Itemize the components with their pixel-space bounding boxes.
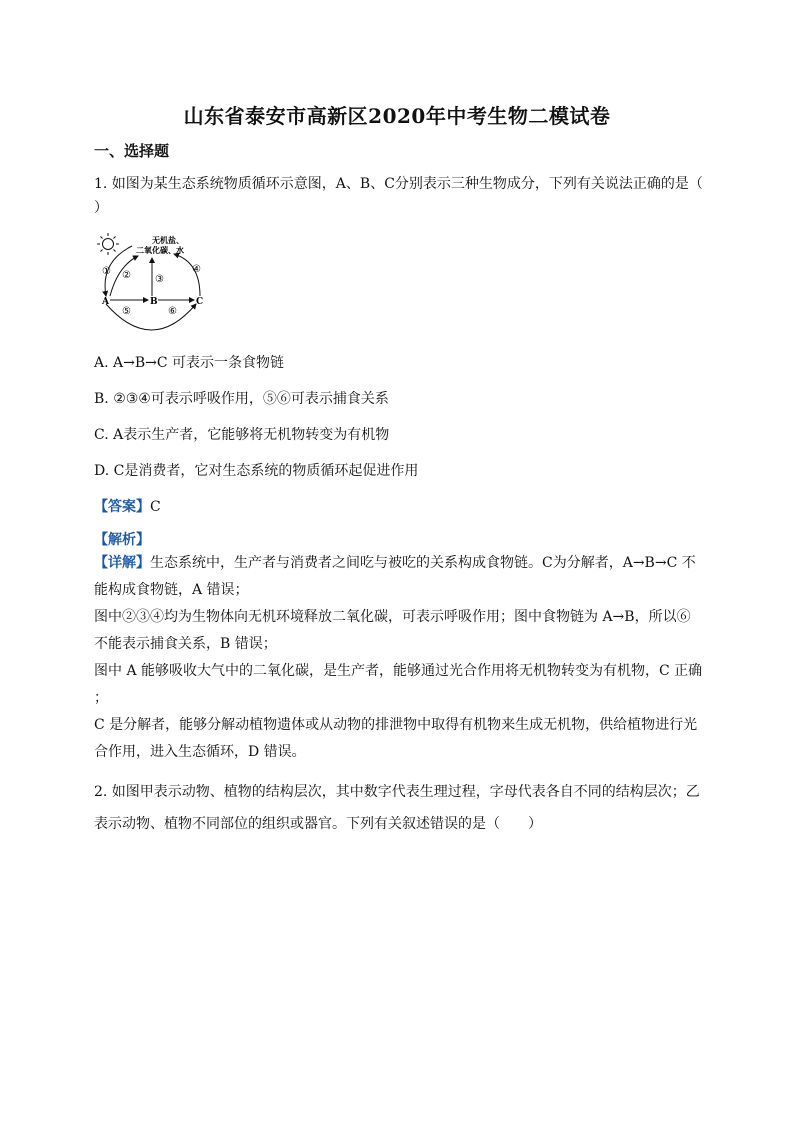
answer-line [94,496,161,516]
detail-block [94,550,706,766]
detail-tag: 【详解】 [94,555,150,571]
num-4: ④ [192,264,201,275]
sun-icon [97,233,119,255]
num-3: ③ [155,274,164,285]
question-2-line2: 表示动物、植物不同部位的组织或器官。下列有关叙述错误的是（ ） [94,816,542,832]
num-5: ⑤ [122,306,131,317]
detail-line-1 [94,550,706,577]
question-1-stem-line2: ） [94,200,108,216]
node-c: C [196,297,204,307]
arrow-4 [174,254,200,296]
num-2: ② [122,270,131,281]
num-1: ① [102,266,111,277]
option-c: C. A表示生产者，它能够将无机物转变为有机物 [94,427,390,443]
detail-line-8: 合作用，进入生态循环，D 错误。 [94,744,306,760]
page-title: 山东省泰安市高新区2020年中考生物二模试卷 [183,104,611,128]
answer-value: C [150,499,161,515]
answer-tag: 【答案】 [94,499,150,515]
diagram-label-line2: 二氧化碳、水 [136,245,184,255]
option-a: A. A→B→C 可表示一条食物链 [94,355,285,371]
question-1-stem [94,174,706,218]
question-1-stem-line1: 1. 如图为某生态系统物质循环示意图，A、B、C分别表示三种生物成分，下列有关说法正确的是（ [94,176,703,192]
question-2-line1: 2. 如图甲表示动物、植物的结构层次，其中数字代表生理过程，字母代表各自不同的结构层次；乙 [94,784,700,800]
detail-line-3: 图中②③④均为生物体向无机环境释放二氧化碳，可表示呼吸作用；图中食物链为 A→B，所以⑥ [94,609,691,625]
section-heading: 一、选择题 [94,142,170,160]
question-2-stem [94,776,706,840]
analysis-tag-text: 【解析】 [94,532,150,548]
material-cycle-diagram [96,232,226,342]
option-b: B. ②③④可表示呼吸作用，⑤⑥可表示捕食关系 [94,391,389,407]
detail-line-5: 图中 A 能够吸收大气中的二氧化碳，是生产者，能够通过光合作用将无机物转变为有机物，C 正确 [94,663,703,679]
arrow-a-c [106,304,196,330]
analysis-tag [94,529,150,549]
detail-line-6: ； [94,690,108,706]
detail-line-2: 能构成食物链，A 错误； [94,582,249,598]
detail-line-4: 不能表示捕食关系，B 错误； [94,636,277,652]
node-b: B [150,297,158,307]
diagram-label-line1: 无机盐、 [152,235,184,245]
num-6: ⑥ [168,306,177,317]
detail-line-7: C 是分解者，能够分解动植物遗体或从动物的排泄物中取得有机物来生成无机物，供给植物进行光 [94,717,698,733]
detail-line-1-text: 生态系统中，生产者与消费者之间吃与被吃的关系构成食物链。C为分解者，A→B→C 不 [150,555,696,571]
node-a: A [102,297,109,307]
option-d: D. C是消费者，它对生态系统的物质循环起促进作用 [94,463,419,479]
